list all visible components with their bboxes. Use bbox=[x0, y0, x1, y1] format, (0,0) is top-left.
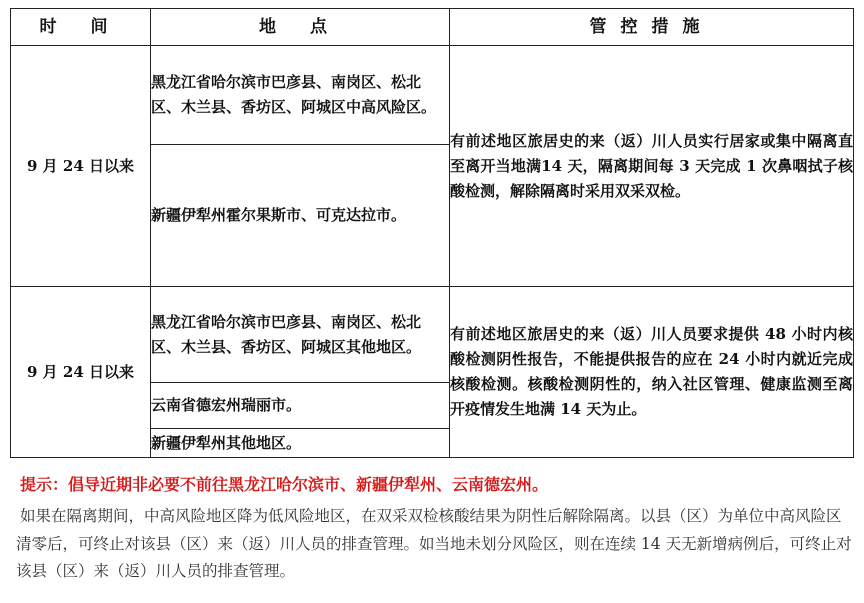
header-location: 地 点 bbox=[151, 9, 450, 46]
notes-paragraph: 如果在隔离期间，中高风险地区降为低风险地区，在双采双检核酸结果为阴性后解除隔离。以县（区）为单位中高风险区清零后，可终止对该县（区）来（返）川人员的排查管理。如当地未划分风险区，则在连续 14 天无新增病例后，可终止对该县（区）来（返）川人员的排查管理。 bbox=[16, 507, 852, 580]
time-cell: 9 月 24 日以来 bbox=[11, 46, 151, 287]
measure-cell: 有前述地区旅居史的来（返）川人员实行居家或集中隔离直至离开当地满14 天，隔离期间每 3 天完成 1 次鼻咽拭子核酸检测，解除隔离时采用双采双检。 bbox=[450, 46, 854, 287]
measure-cell: 有前述地区旅居史的来（返）川人员要求提供 48 小时内核酸检测阴性报告，不能提供报告的应在 24 小时内就近完成核酸检测。核酸检测阴性的，纳入社区管理、健康监测至离开疫情发生地满 14 天为止。 bbox=[450, 287, 854, 458]
header-measures: 管控措施 bbox=[450, 9, 854, 46]
notes-section bbox=[16, 475, 856, 586]
control-measures-table bbox=[10, 8, 854, 458]
tip-text: 提示：倡导近期非必要不前往黑龙江哈尔滨市、新疆伊犁州、云南德宏州。 bbox=[20, 475, 549, 494]
location-cell: 黑龙江省哈尔滨市巴彦县、南岗区、松北区、木兰县、香坊区、阿城区其他地区。 bbox=[151, 287, 450, 383]
table-header-row bbox=[11, 9, 854, 46]
location-cell: 新疆伊犁州霍尔果斯市、可克达拉市。 bbox=[151, 145, 450, 287]
header-time: 时 间 bbox=[11, 9, 151, 46]
location-cell: 新疆伊犁州其他地区。 bbox=[151, 429, 450, 458]
table-row bbox=[11, 46, 854, 145]
location-cell: 黑龙江省哈尔滨市巴彦县、南岗区、松北区、木兰县、香坊区、阿城区中高风险区。 bbox=[151, 46, 450, 145]
time-cell: 9 月 24 日以来 bbox=[11, 287, 151, 458]
location-cell: 云南省德宏州瑞丽市。 bbox=[151, 383, 450, 429]
table-row bbox=[11, 287, 854, 383]
